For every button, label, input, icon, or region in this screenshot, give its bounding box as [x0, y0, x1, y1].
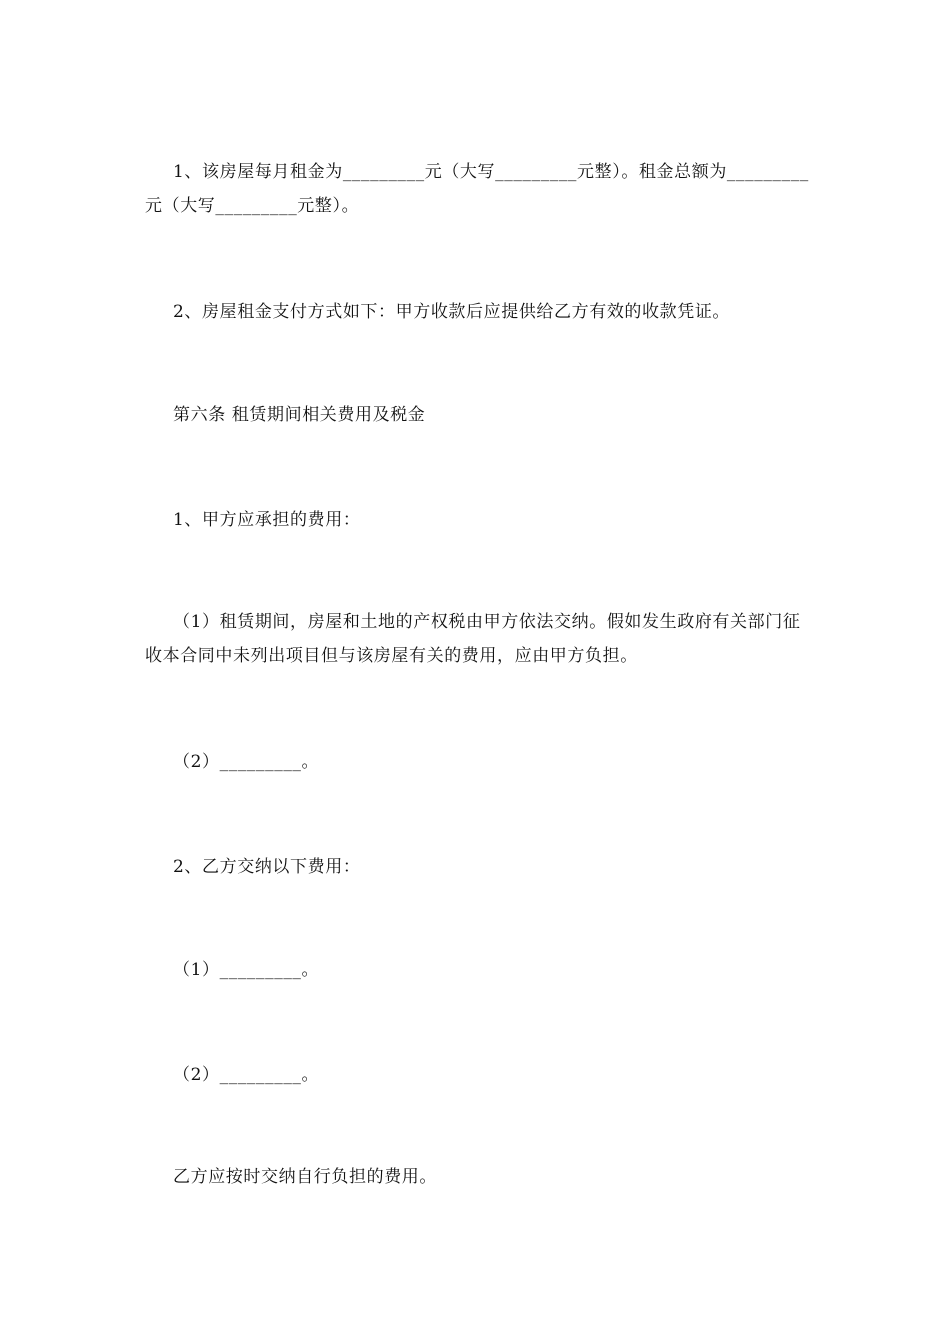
party-b-fee-1-paragraph: （1）_________。 — [173, 960, 320, 980]
party-b-timely-payment-paragraph: 乙方应按时交纳自行负担的费用。 — [173, 1167, 437, 1187]
party-a-fee-1-paragraph: （1）租赁期间，房屋和土地的产权税由甲方依法交纳。假如发生政府有关部门征收本合同中未列出项目但与该房屋有关的费用，应由甲方负担。 — [145, 612, 801, 666]
party-a-fee-2-paragraph: （2）_________。 — [173, 752, 320, 772]
party-a-fees-heading: 1、甲方应承担的费用： — [173, 510, 361, 530]
rent-amount-paragraph: 1、该房屋每月租金为_________元（大写_________元整）。租金总额为_________元（大写_________元整）。 — [145, 162, 809, 216]
payment-method-paragraph: 2、房屋租金支付方式如下：甲方收款后应提供给乙方有效的收款凭证。 — [173, 302, 731, 322]
article-6-heading: 第六条 租赁期间相关费用及税金 — [173, 405, 426, 425]
party-b-fees-heading: 2、乙方交纳以下费用： — [173, 857, 361, 877]
party-b-fee-2-paragraph: （2）_________。 — [173, 1065, 320, 1085]
